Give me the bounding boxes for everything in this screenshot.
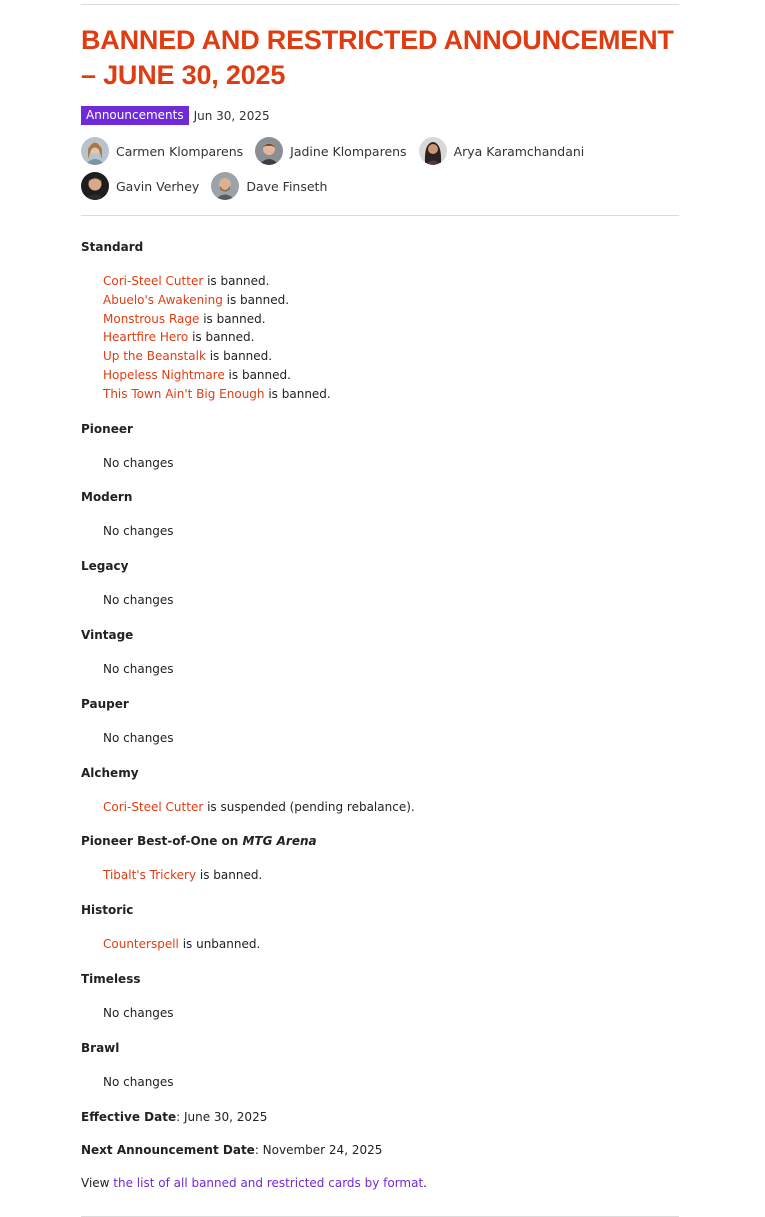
format-heading-pioneer-bo1: Pioneer Best-of-One on MTG Arena bbox=[81, 834, 317, 849]
avatar bbox=[255, 137, 283, 165]
author-name: Carmen Klomparens bbox=[116, 143, 244, 159]
avatar bbox=[211, 172, 239, 200]
author-item[interactable] bbox=[81, 171, 199, 201]
format-heading-standard: Standard bbox=[81, 240, 144, 254]
author-item[interactable] bbox=[81, 136, 243, 166]
list-item: Hopeless Nightmare is banned. bbox=[103, 367, 291, 382]
format-heading-timeless: Timeless bbox=[81, 971, 141, 986]
card-link[interactable]: Cori-Steel Cutter bbox=[103, 799, 204, 814]
author-name: Arya Karamchandani bbox=[453, 143, 585, 159]
pauper-list bbox=[81, 729, 679, 748]
list-item: No changes bbox=[103, 1074, 174, 1089]
list-item: No changes bbox=[103, 730, 174, 745]
card-link[interactable]: Heartfire Hero bbox=[103, 330, 189, 345]
brawl-list bbox=[81, 1073, 679, 1092]
card-link[interactable]: Abuelo's Awakening bbox=[103, 292, 223, 307]
modern-list bbox=[81, 522, 679, 541]
vintage-list bbox=[81, 660, 679, 679]
card-link[interactable]: Cori-Steel Cutter bbox=[103, 274, 204, 288]
next-announcement-date: Next Announcement Date: November 24, 2025 bbox=[81, 1142, 383, 1157]
bottom-divider bbox=[81, 1216, 679, 1217]
arena-emphasis: MTG Arena bbox=[242, 834, 317, 849]
view-list-paragraph: View the list of all banned and restricted cards by format. bbox=[81, 1175, 427, 1190]
list-item: Monstrous Rage is banned. bbox=[103, 311, 266, 326]
format-heading-vintage: Vintage bbox=[81, 627, 134, 642]
list-item: This Town Ain't Big Enough is banned. bbox=[103, 386, 331, 401]
card-link[interactable]: Up the Beanstalk bbox=[103, 349, 206, 364]
list-item: No changes bbox=[103, 1005, 174, 1020]
pioneer-bo1-list bbox=[81, 866, 679, 885]
header-divider bbox=[81, 215, 679, 216]
card-link[interactable]: Monstrous Rage bbox=[103, 311, 200, 326]
card-link[interactable]: Hopeless Nightmare bbox=[103, 367, 225, 382]
legacy-list bbox=[81, 591, 679, 610]
avatar bbox=[81, 172, 109, 200]
card-link[interactable]: Counterspell bbox=[103, 937, 179, 952]
author-item[interactable] bbox=[211, 171, 327, 201]
list-item: Tibalt's Trickery is banned. bbox=[103, 868, 263, 883]
alchemy-list bbox=[81, 798, 679, 817]
avatar bbox=[419, 137, 447, 165]
list-item: Up the Beanstalk is banned. bbox=[103, 349, 273, 364]
card-link[interactable]: This Town Ain't Big Enough bbox=[103, 386, 265, 401]
category-tag[interactable]: Announcements bbox=[81, 106, 189, 125]
format-heading-legacy: Legacy bbox=[81, 559, 129, 574]
format-heading-historic: Historic bbox=[81, 903, 134, 918]
format-heading-pioneer: Pioneer bbox=[81, 421, 133, 436]
avatar bbox=[81, 137, 109, 165]
list-item: No changes bbox=[103, 661, 174, 676]
author-name: Jadine Klomparens bbox=[290, 143, 407, 159]
list-item: Abuelo's Awakening is banned. bbox=[103, 292, 290, 307]
publish-date: Jun 30, 2025 bbox=[193, 108, 270, 123]
list-item: No changes bbox=[103, 524, 174, 539]
format-heading-modern: Modern bbox=[81, 490, 133, 505]
banned-list-link[interactable]: the list of all banned and restricted cards by format bbox=[113, 1175, 424, 1190]
timeless-list bbox=[81, 1004, 679, 1023]
article-title: BANNED AND RESTRICTED ANNOUNCEMENT – JUNE 30, 2025 bbox=[81, 25, 674, 90]
article bbox=[81, 0, 679, 1217]
list-item: No changes bbox=[103, 593, 174, 608]
author-list bbox=[81, 136, 679, 206]
historic-list bbox=[81, 935, 679, 954]
author-item[interactable] bbox=[419, 136, 585, 166]
format-heading-brawl: Brawl bbox=[81, 1040, 120, 1055]
format-heading-pauper: Pauper bbox=[81, 696, 129, 711]
author-item[interactable] bbox=[255, 136, 406, 166]
list-item: Cori-Steel Cutter is banned. bbox=[103, 274, 270, 288]
format-heading-alchemy: Alchemy bbox=[81, 765, 139, 780]
list-item: Counterspell is unbanned. bbox=[103, 937, 261, 952]
list-item: No changes bbox=[103, 455, 174, 470]
author-name: Gavin Verhey bbox=[116, 178, 200, 194]
card-link[interactable]: Tibalt's Trickery bbox=[103, 868, 197, 883]
pioneer-list bbox=[81, 454, 679, 473]
list-item: Cori-Steel Cutter is suspended (pending rebalance). bbox=[103, 799, 415, 814]
effective-date: Effective Date: June 30, 2025 bbox=[81, 1109, 268, 1124]
standard-list bbox=[81, 272, 679, 404]
list-item: Heartfire Hero is banned. bbox=[103, 330, 255, 345]
top-divider bbox=[81, 4, 679, 5]
author-name: Dave Finseth bbox=[246, 178, 328, 194]
article-meta bbox=[81, 106, 679, 125]
